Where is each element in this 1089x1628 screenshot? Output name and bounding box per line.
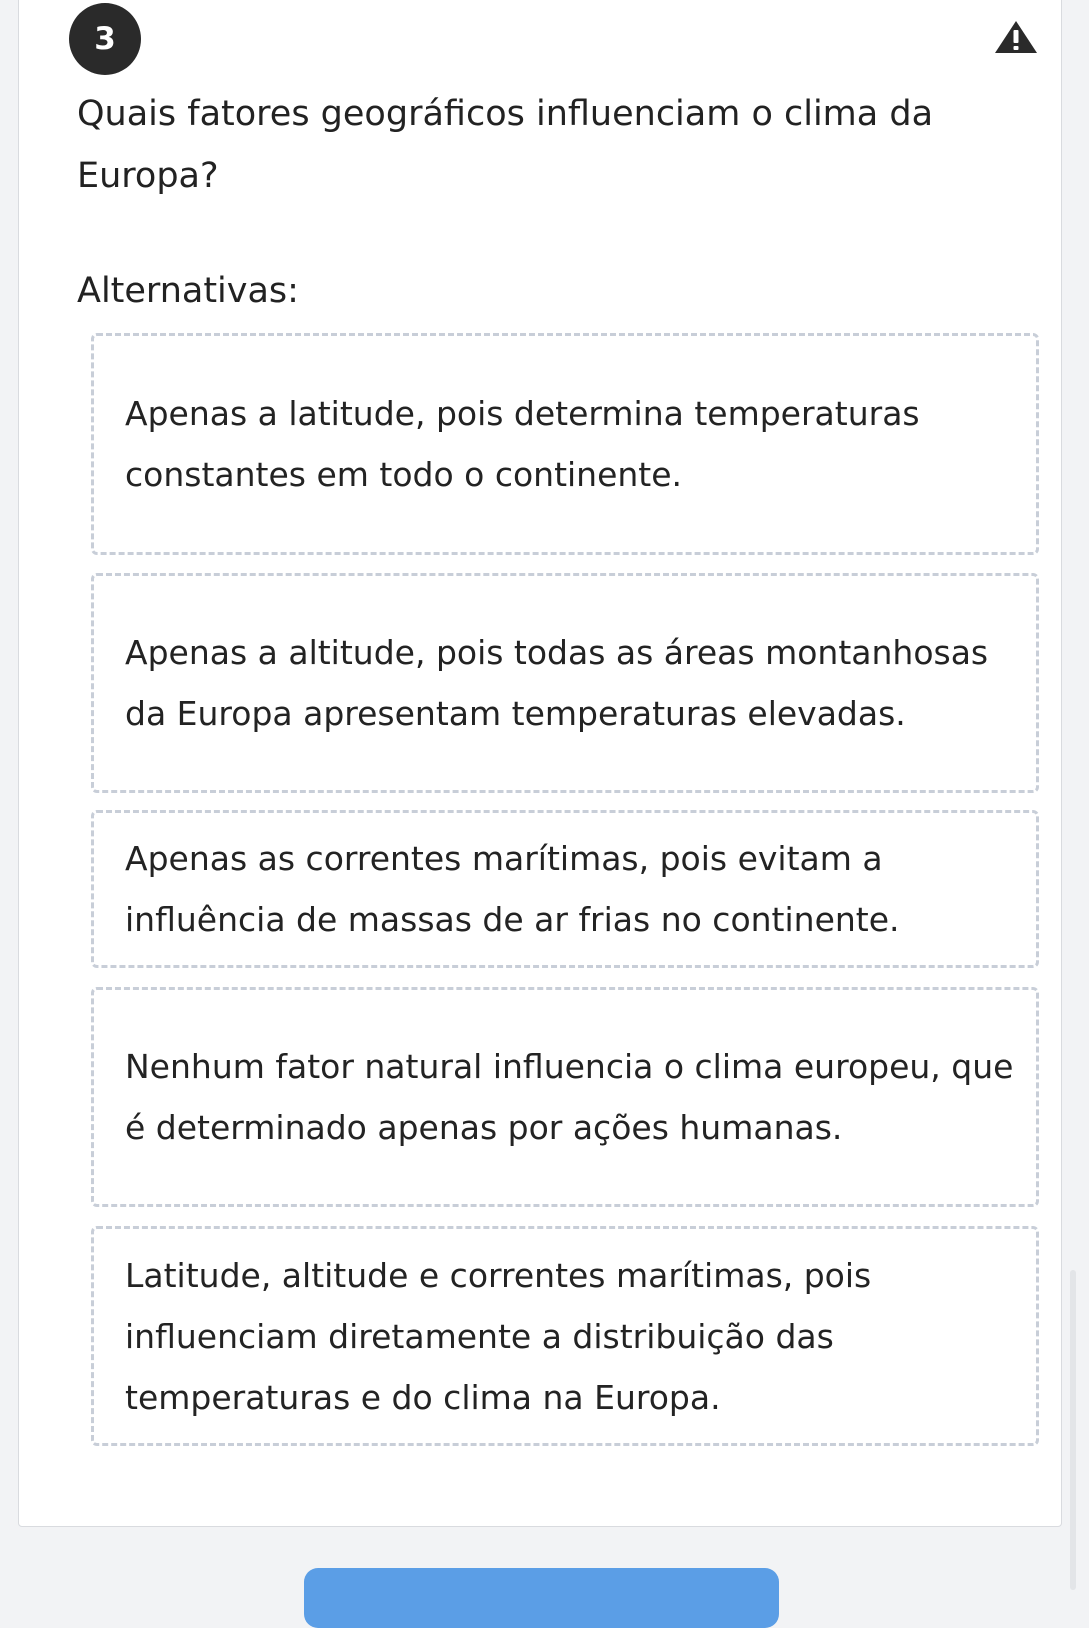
question-number-badge (69, 3, 141, 75)
scrollbar[interactable] (1070, 1270, 1076, 1590)
option-4[interactable] (91, 987, 1039, 1207)
option-2[interactable] (91, 573, 1039, 793)
option-4-text: Nenhum fator natural influencia o clima europeu, que é determinado apenas por ações humanas. (125, 1047, 1014, 1147)
option-2-text: Apenas a altitude, pois todas as áreas montanhosas da Europa apresentam temperaturas elevadas. (125, 633, 989, 733)
option-1[interactable] (91, 333, 1039, 555)
option-3[interactable] (91, 810, 1039, 968)
question-number: 3 (94, 21, 116, 57)
next-button[interactable] (304, 1568, 779, 1628)
option-3-text: Apenas as correntes marítimas, pois evitam a influência de massas de ar frias no continente. (125, 839, 900, 939)
warning-icon[interactable] (993, 19, 1039, 55)
question-card (18, 0, 1062, 1527)
option-1-text: Apenas a latitude, pois determina temperaturas constantes em todo o continente. (125, 394, 920, 494)
alternatives-label: Alternativas: (77, 271, 299, 311)
question-text: Quais fatores geográficos influenciam o clima da Europa? (77, 94, 934, 196)
option-5-text: Latitude, altitude e correntes marítimas, pois influenciam diretamente a distribuição das temperaturas e do clima na Europa. (125, 1255, 872, 1417)
option-5[interactable] (91, 1226, 1039, 1446)
